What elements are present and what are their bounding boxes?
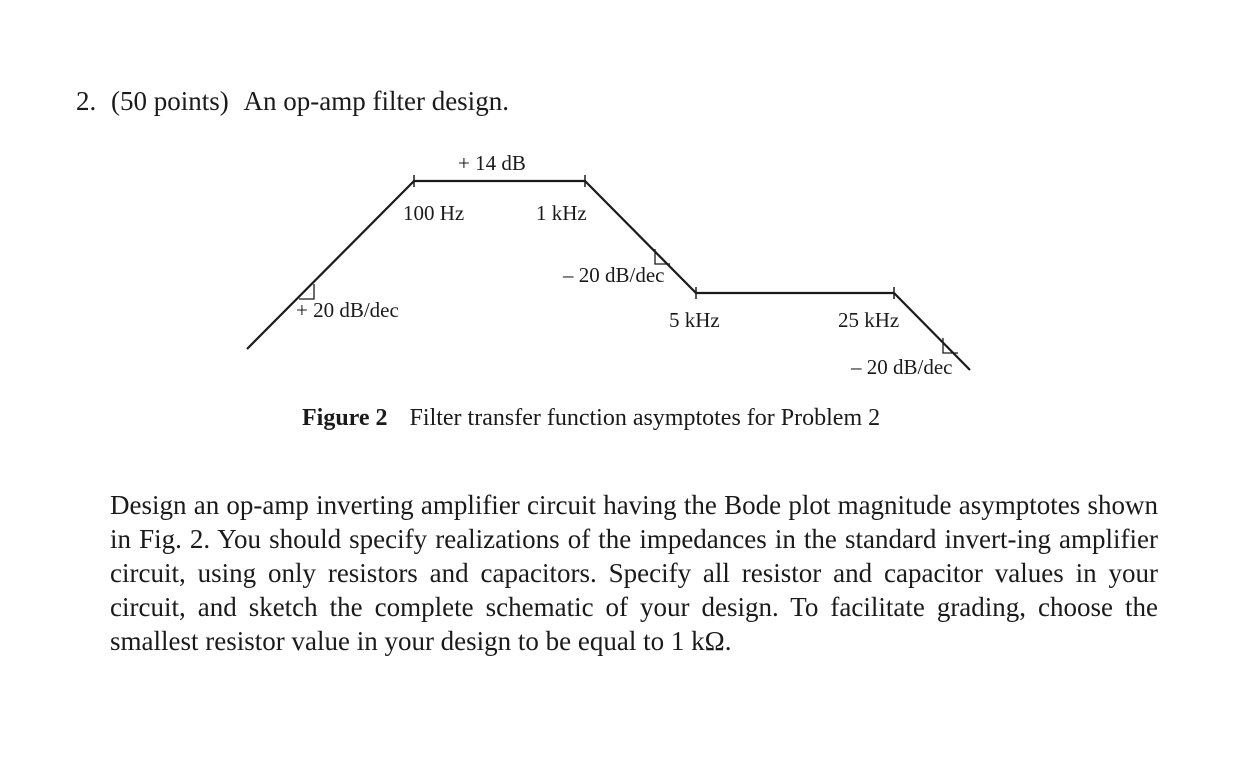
problem-title: An op-amp filter design. <box>243 86 509 116</box>
corner-label-1khz: 1 kHz <box>536 201 587 225</box>
corner-label-25khz: 25 kHz <box>838 308 900 332</box>
slope-label-falling-2: – 20 dB/dec <box>851 355 953 379</box>
problem-number: 2. <box>76 86 97 116</box>
figure-caption-text: Filter transfer function asymptotes for Problem 2 <box>409 405 881 431</box>
problem-points: (50 points) <box>111 86 229 116</box>
slope-label-rising: + 20 dB/dec <box>296 298 399 322</box>
corner-label-5khz: 5 kHz <box>669 308 720 332</box>
slope-label-falling-1: – 20 dB/dec <box>563 263 665 287</box>
problem-statement: Design an op-amp inverting amplifier circuit having the Bode plot magnitude asymptotes shown in Fig. 2. You should specify realizations of the impedances in the standard invert-ing amplifier circuit, using only resistors and capacitors. Specify all resistor and capacitor values in your circuit, and sketch the complete schematic of your design. To facilitate grading, choose the smallest resistor value in your design to be equal to 1 kΩ. <box>110 490 1158 656</box>
corner-label-100hz: 100 Hz <box>403 201 465 225</box>
slope-marker-rising <box>299 284 314 299</box>
figure-caption-number: Figure 2 <box>302 405 388 431</box>
slope-marker-falling-1 <box>655 249 670 264</box>
plateau-gain-label: + 14 dB <box>458 151 526 175</box>
figure-caption <box>302 405 880 432</box>
